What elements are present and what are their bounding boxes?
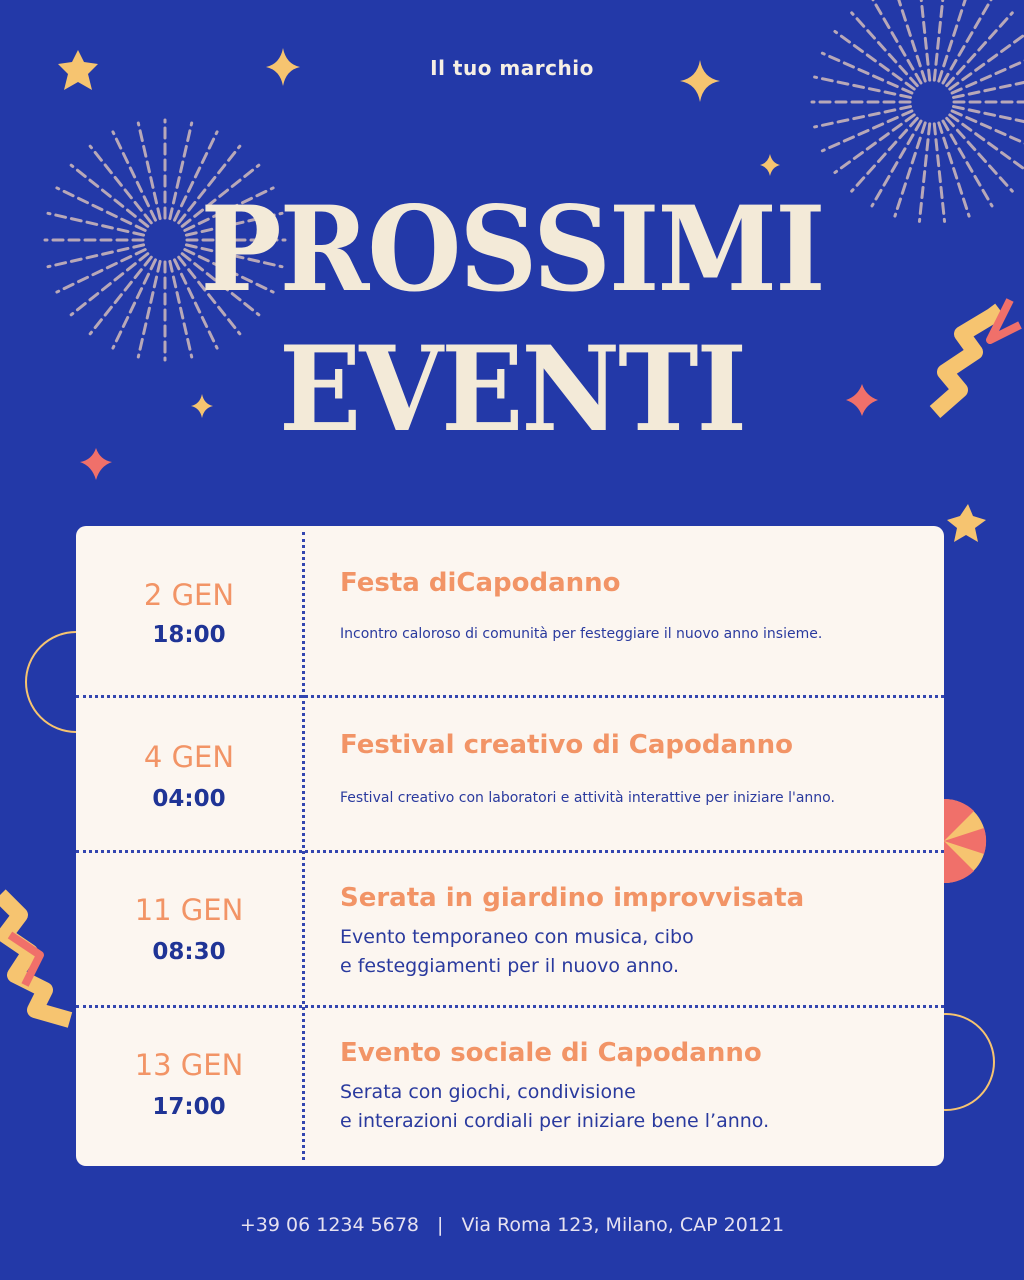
event-row	[76, 526, 944, 698]
event-row	[76, 853, 944, 1008]
description-line: Evento temporaneo con musica, cibo	[340, 926, 694, 948]
description-line: e interazioni cordiali per iniziare bene l’anno.	[340, 1110, 770, 1132]
event-title: Evento sociale di Capodanno	[340, 1038, 762, 1068]
firework-ray	[835, 115, 914, 173]
firework-ray	[822, 111, 912, 151]
brand-name: Il tuo marchio	[430, 56, 594, 80]
firework-right-icon	[812, 0, 1024, 221]
contact-footer	[0, 1214, 1024, 1236]
events-card	[76, 526, 944, 1166]
sparkle-icon	[760, 154, 780, 176]
star-icon	[80, 448, 112, 480]
address: Via Roma 123, Milano, CAP 20121	[461, 1214, 785, 1236]
event-title: Festa diCapodanno	[340, 568, 621, 598]
event-row	[76, 1008, 944, 1166]
description-line: Festival creativo con laboratori e attività interattive per iniziare l'anno.	[340, 790, 835, 806]
event-description	[340, 1078, 930, 1136]
event-date: 4 GEN	[143, 740, 235, 774]
title-line-2: EVENTI	[278, 321, 746, 459]
firework-ray	[950, 115, 1024, 173]
event-title: Festival creativo di Capodanno	[340, 730, 793, 760]
description-line: Serata con giochi, condivisione	[340, 1081, 636, 1103]
event-date: 2 GEN	[143, 578, 235, 612]
event-description	[340, 923, 930, 981]
event-time: 18:00	[152, 622, 226, 648]
event-title: Serata in giardino improvvisata	[340, 883, 805, 913]
event-date: 13 GEN	[134, 1048, 244, 1082]
description-line: e festeggiamenti per il nuovo anno.	[340, 955, 680, 977]
event-row	[76, 698, 944, 853]
event-date: 11 GEN	[134, 893, 244, 927]
event-description	[340, 620, 930, 649]
event-time: 17:00	[152, 1094, 226, 1120]
event-time: 04:00	[152, 786, 226, 812]
event-description	[340, 784, 930, 813]
event-time: 08:30	[152, 939, 226, 965]
title-line-1: PROSSIMI	[200, 181, 824, 319]
description-line: Incontro caloroso di comunità per festeggiare il nuovo anno insieme.	[340, 626, 823, 642]
firework-ray	[952, 111, 1024, 151]
phone-number: +39 06 1234 5678	[239, 1214, 419, 1236]
footer-separator: |	[437, 1214, 444, 1236]
star-icon	[947, 504, 986, 542]
